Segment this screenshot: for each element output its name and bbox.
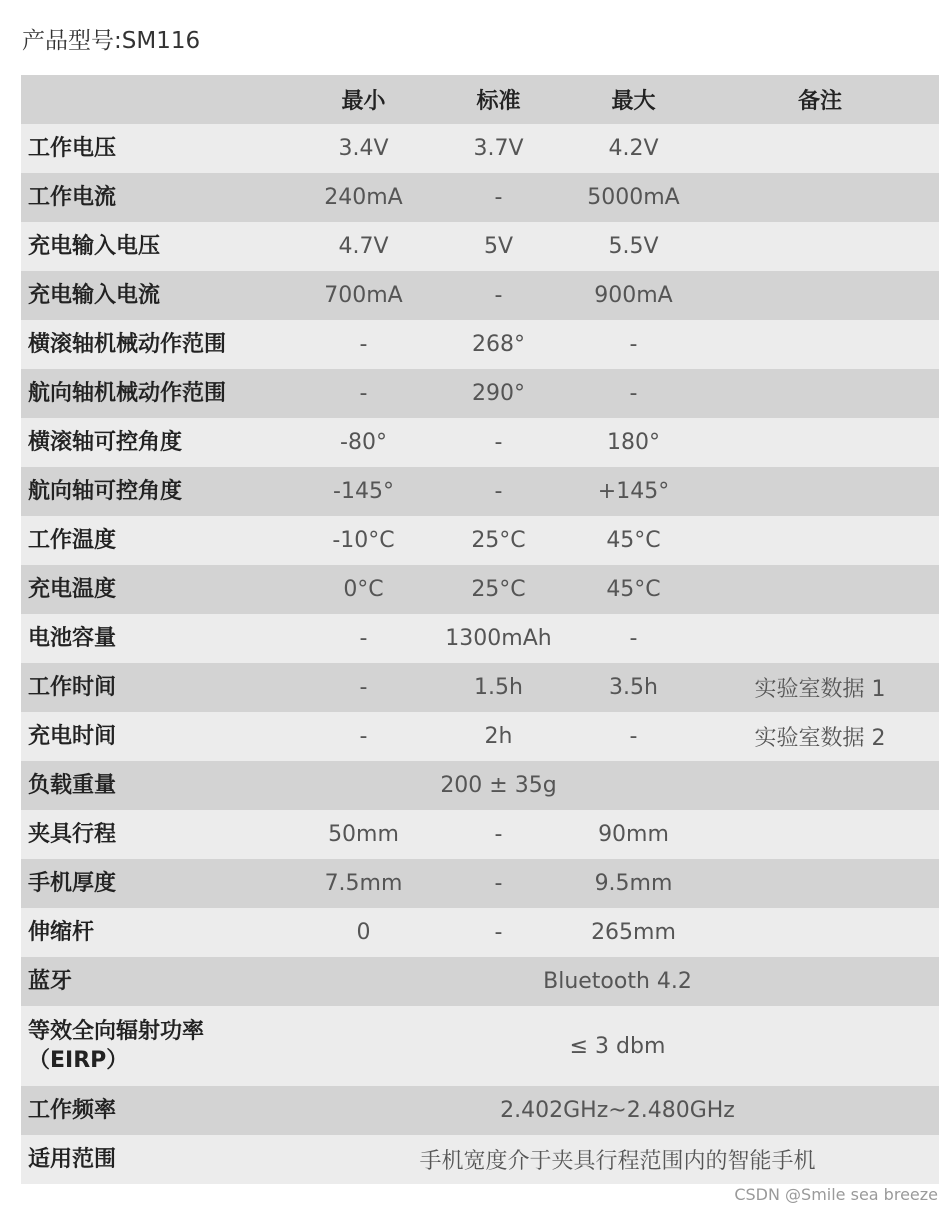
- table-row: [21, 369, 939, 418]
- table-row: [21, 516, 939, 565]
- row-value: ≤ 3 dbm: [569, 1033, 666, 1059]
- row-value: 200 ± 35g: [440, 773, 557, 798]
- row-min: 700mA: [324, 283, 403, 308]
- row-std: 25°C: [471, 528, 526, 553]
- row-max: 4.2V: [608, 136, 659, 161]
- row-value: 手机宽度介于夹具行程范围内的智能手机: [419, 1149, 816, 1174]
- row-note: 实验室数据 2: [754, 726, 886, 751]
- row-label: 航向轴机械动作范围: [28, 381, 227, 406]
- row-label: 夹具行程: [28, 822, 117, 847]
- row-value: 2.402GHz~2.480GHz: [500, 1098, 735, 1123]
- row-std: 268°: [472, 332, 525, 357]
- row-min: 50mm: [328, 822, 399, 847]
- table-row: [21, 810, 939, 859]
- table-row: [21, 271, 939, 320]
- row-max: 265mm: [591, 920, 676, 945]
- header-min: 最小: [341, 89, 386, 114]
- row-max: -: [629, 381, 638, 406]
- row-label: 充电输入电压: [28, 234, 161, 259]
- row-std: -: [494, 479, 503, 504]
- row-label: 等效全向辐射功率 （EIRP）: [28, 1019, 205, 1073]
- row-min: 3.4V: [338, 136, 389, 161]
- row-std: -: [494, 822, 503, 847]
- header-std: 标准: [476, 89, 521, 114]
- row-label: 负载重量: [28, 773, 117, 798]
- table-row: [21, 1086, 939, 1135]
- table-row: [21, 467, 939, 516]
- header-max: 最大: [611, 89, 656, 114]
- row-min: -: [359, 675, 368, 700]
- table-row: [21, 320, 939, 369]
- row-label: 适用范围: [28, 1147, 117, 1172]
- row-std: 290°: [472, 381, 525, 406]
- row-min: -: [359, 626, 368, 651]
- table-row: [21, 222, 939, 271]
- row-value: Bluetooth 4.2: [543, 969, 692, 994]
- row-label: 航向轴可控角度: [28, 479, 183, 504]
- row-min: -10°C: [332, 528, 395, 553]
- row-label: 工作温度: [28, 528, 117, 553]
- row-max: -: [629, 724, 638, 749]
- row-max: 45°C: [606, 577, 661, 602]
- table-row: [21, 761, 939, 810]
- row-max: 3.5h: [609, 675, 658, 700]
- row-label: 工作频率: [28, 1098, 117, 1123]
- row-label: 横滚轴可控角度: [28, 430, 183, 455]
- row-label: 电池容量: [28, 626, 117, 651]
- row-max: 9.5mm: [594, 871, 673, 896]
- row-label: 工作时间: [28, 675, 117, 700]
- table-row: [21, 908, 939, 957]
- table-row: [21, 663, 939, 712]
- row-label: 充电温度: [28, 577, 117, 602]
- row-std: 1.5h: [474, 675, 523, 700]
- row-min: -: [359, 381, 368, 406]
- table-row: [21, 418, 939, 467]
- row-std: 1300mAh: [445, 626, 552, 651]
- watermark: CSDN @Smile sea breeze: [734, 1185, 938, 1204]
- row-min: 7.5mm: [324, 871, 403, 896]
- row-std: -: [494, 430, 503, 455]
- table-row: [21, 712, 939, 761]
- row-min: -: [359, 724, 368, 749]
- table-row: [21, 565, 939, 614]
- row-min: 240mA: [324, 185, 403, 210]
- spec-table: [21, 75, 939, 1184]
- row-label: 工作电压: [28, 136, 117, 161]
- row-std: 3.7V: [473, 136, 524, 161]
- table-row: [21, 614, 939, 663]
- row-label: 充电输入电流: [28, 283, 161, 308]
- row-max: -: [629, 332, 638, 357]
- product-model-title: 产品型号:SM116: [22, 28, 201, 54]
- row-max: -: [629, 626, 638, 651]
- row-min: 4.7V: [338, 234, 389, 259]
- row-max: 45°C: [606, 528, 661, 553]
- row-std: 2h: [484, 724, 513, 749]
- row-std: 25°C: [471, 577, 526, 602]
- row-max: 900mA: [594, 283, 673, 308]
- row-max: 5.5V: [608, 234, 659, 259]
- row-label: 伸缩杆: [28, 920, 95, 945]
- row-label: 工作电流: [28, 185, 117, 210]
- row-note: 实验室数据 1: [754, 677, 886, 702]
- table-header-row: [21, 75, 939, 124]
- table-row: [21, 957, 939, 1006]
- row-std: -: [494, 871, 503, 896]
- header-note: 备注: [797, 89, 842, 114]
- table-row: [21, 173, 939, 222]
- row-max: 180°: [607, 430, 660, 455]
- row-max: +145°: [597, 479, 670, 504]
- row-std: -: [494, 283, 503, 308]
- row-min: -145°: [333, 479, 394, 504]
- row-min: 0°C: [343, 577, 384, 602]
- table-row: [21, 124, 939, 173]
- table-row: [21, 1006, 939, 1086]
- row-min: -: [359, 332, 368, 357]
- table-row: [21, 1135, 939, 1184]
- row-label: 蓝牙: [28, 969, 73, 994]
- table-row: [21, 859, 939, 908]
- row-max: 5000mA: [587, 185, 680, 210]
- row-std: -: [494, 185, 503, 210]
- row-std: -: [494, 920, 503, 945]
- table-body: [21, 124, 939, 1184]
- row-max: 90mm: [598, 822, 669, 847]
- row-min: -80°: [340, 430, 387, 455]
- row-label: 横滚轴机械动作范围: [28, 332, 227, 357]
- row-std: 5V: [483, 234, 514, 259]
- row-label: 充电时间: [28, 724, 117, 749]
- row-min: 0: [356, 920, 371, 945]
- row-label: 手机厚度: [28, 871, 117, 896]
